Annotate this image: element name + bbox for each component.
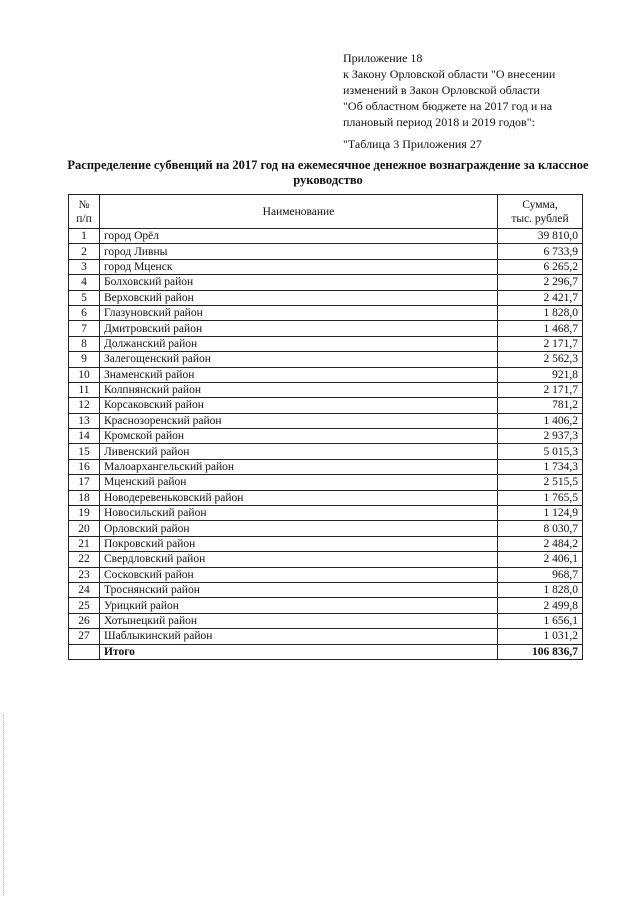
row-number: 23 [69, 567, 100, 582]
appendix-line-4: "Об областном бюджете на 2017 год и на [343, 99, 553, 113]
appendix-line-1: Приложение 18 [343, 51, 423, 65]
total-row [69, 644, 583, 659]
table-row [69, 536, 583, 551]
row-sum: 781,2 [498, 398, 583, 413]
row-number: 27 [69, 629, 100, 644]
header-sum [498, 195, 583, 229]
table-row [69, 521, 583, 536]
table-row [69, 506, 583, 521]
row-sum: 1 828,0 [498, 305, 583, 320]
row-number: 14 [69, 429, 100, 444]
row-name: Новосильский район [100, 506, 498, 521]
table-row [69, 490, 583, 505]
table-row [69, 429, 583, 444]
table-row [69, 367, 583, 382]
row-sum: 2 515,5 [498, 475, 583, 490]
row-name: Малоархангельский район [100, 459, 498, 474]
row-number: 10 [69, 367, 100, 382]
document-title: Распределение субвенций на 2017 год на ежемесячное денежное вознаграждение за классное руководство [67, 158, 589, 187]
table-row [69, 567, 583, 582]
row-name: Глазуновский район [100, 305, 498, 320]
table-row [69, 290, 583, 305]
row-name: Знаменский район [100, 367, 498, 382]
table-body [69, 229, 583, 660]
row-sum: 2 171,7 [498, 382, 583, 397]
table-row [69, 552, 583, 567]
row-sum: 921,8 [498, 367, 583, 382]
table-row [69, 244, 583, 259]
row-number: 7 [69, 321, 100, 336]
row-number: 19 [69, 506, 100, 521]
row-name: Кромской район [100, 429, 498, 444]
row-name: Колпнянский район [100, 382, 498, 397]
row-number: 3 [69, 259, 100, 274]
row-name: Урицкий район [100, 598, 498, 613]
header-row [69, 195, 583, 229]
row-number: 20 [69, 521, 100, 536]
row-sum: 2 937,3 [498, 429, 583, 444]
header-sum-line-2: тыс. рублей [511, 212, 569, 225]
header-number [69, 195, 100, 229]
table-reference: "Таблица 3 Приложения 27 [343, 137, 482, 151]
row-name: Орловский район [100, 521, 498, 536]
row-sum: 1 656,1 [498, 613, 583, 628]
table-row [69, 398, 583, 413]
row-name: Верховский район [100, 290, 498, 305]
row-sum: 1 031,2 [498, 629, 583, 644]
row-name: город Орёл [100, 229, 498, 244]
table-row [69, 321, 583, 336]
table-row [69, 259, 583, 274]
table-row [69, 598, 583, 613]
total-sum: 106 836,7 [498, 644, 583, 659]
row-name: Троснянский район [100, 582, 498, 597]
table-header [69, 195, 583, 229]
row-name: Ливенский район [100, 444, 498, 459]
table-row [69, 229, 583, 244]
row-name: город Мценск [100, 259, 498, 274]
row-name: Дмитровский район [100, 321, 498, 336]
table-row [69, 352, 583, 367]
row-sum: 2 296,7 [498, 275, 583, 290]
row-sum: 2 171,7 [498, 336, 583, 351]
row-name: Должанский район [100, 336, 498, 351]
table-row [69, 382, 583, 397]
table-row [69, 336, 583, 351]
row-sum: 1 468,7 [498, 321, 583, 336]
appendix-line-5: плановый период 2018 и 2019 годов": [343, 115, 535, 129]
table-row [69, 459, 583, 474]
row-number: 9 [69, 352, 100, 367]
row-number: 15 [69, 444, 100, 459]
row-number: 17 [69, 475, 100, 490]
row-name: город Ливны [100, 244, 498, 259]
row-sum: 1 406,2 [498, 413, 583, 428]
row-sum: 2 484,2 [498, 536, 583, 551]
row-name: Краснозоренский район [100, 413, 498, 428]
row-sum: 6 265,2 [498, 259, 583, 274]
row-number: 22 [69, 552, 100, 567]
table-row [69, 629, 583, 644]
row-number: 12 [69, 398, 100, 413]
row-sum: 8 030,7 [498, 521, 583, 536]
row-sum: 6 733,9 [498, 244, 583, 259]
row-name: Хотынецкий район [100, 613, 498, 628]
row-number: 16 [69, 459, 100, 474]
row-name: Новодеревеньковский район [100, 490, 498, 505]
row-sum: 1 765,5 [498, 490, 583, 505]
row-sum: 2 406,1 [498, 552, 583, 567]
table-row [69, 413, 583, 428]
row-name: Болховский район [100, 275, 498, 290]
row-number: 2 [69, 244, 100, 259]
row-number: 4 [69, 275, 100, 290]
row-number: 1 [69, 229, 100, 244]
table-row [69, 444, 583, 459]
row-number: 25 [69, 598, 100, 613]
row-name: Сосковский район [100, 567, 498, 582]
header-sum-line-1: Сумма, [522, 198, 558, 211]
total-label: Итого [100, 644, 498, 659]
row-sum: 968,7 [498, 567, 583, 582]
total-number-cell [69, 644, 100, 659]
table-row [69, 582, 583, 597]
subsidy-table [68, 194, 583, 660]
row-number: 13 [69, 413, 100, 428]
table-row [69, 475, 583, 490]
row-number: 26 [69, 613, 100, 628]
row-sum: 39 810,0 [498, 229, 583, 244]
header-number-line-1: № [78, 198, 90, 211]
row-number: 18 [69, 490, 100, 505]
row-sum: 1 124,9 [498, 506, 583, 521]
row-number: 24 [69, 582, 100, 597]
appendix-header [343, 50, 583, 152]
scan-margin-marks [3, 715, 6, 895]
row-sum: 1 734,3 [498, 459, 583, 474]
row-name: Шаблыкинский район [100, 629, 498, 644]
row-sum: 5 015,3 [498, 444, 583, 459]
appendix-line-2: к Закону Орловской области "О внесении [343, 67, 556, 81]
row-name: Покровский район [100, 536, 498, 551]
row-name: Мценский район [100, 475, 498, 490]
row-sum: 2 499,8 [498, 598, 583, 613]
table-row [69, 275, 583, 290]
row-number: 6 [69, 305, 100, 320]
row-name: Свердловский район [100, 552, 498, 567]
row-sum: 2 421,7 [498, 290, 583, 305]
row-name: Корсаковский район [100, 398, 498, 413]
table-row [69, 305, 583, 320]
row-sum: 1 828,0 [498, 582, 583, 597]
appendix-line-3: изменений в Закон Орловской области [343, 83, 540, 97]
table-row [69, 613, 583, 628]
row-name: Залегощенский район [100, 352, 498, 367]
row-number: 8 [69, 336, 100, 351]
header-name: Наименование [100, 195, 498, 229]
row-number: 21 [69, 536, 100, 551]
row-number: 5 [69, 290, 100, 305]
row-sum: 2 562,3 [498, 352, 583, 367]
row-number: 11 [69, 382, 100, 397]
header-number-line-2: п/п [76, 212, 92, 225]
